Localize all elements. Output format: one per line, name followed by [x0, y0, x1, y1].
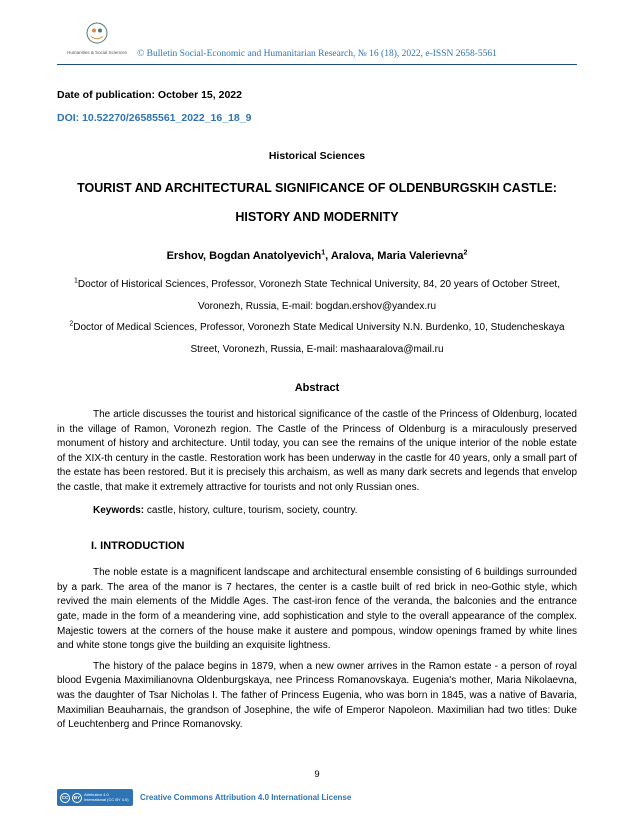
journal-header — [57, 22, 577, 64]
cc-icon: CC — [60, 793, 70, 803]
affiliation-1-text: Doctor of Historical Sciences, Professor, Voronezh State Technical University, 84, 20 years of October Street, Voronezh, Russia, E-mail: bogdan.ershov@yandex.ru — [77, 279, 560, 312]
abstract-heading: Abstract — [294, 382, 340, 394]
journal-logo-icon — [86, 22, 108, 44]
keywords-text: castle, history, culture, tourism, society, country. — [144, 504, 358, 516]
author-1: Ershov, Bogdan Anatolyevich — [166, 250, 322, 262]
introduction-heading: I. INTRODUCTION — [91, 540, 185, 553]
affiliation-1-superscript: 1 — [74, 277, 78, 285]
authors-line — [57, 250, 577, 262]
journal-title-line: © Bulletin Social-Economic and Humanitarian Research, № 16 (18), 2022, e-ISSN 2658-5561 — [137, 49, 497, 59]
license-text: Creative Commons Attribution 4.0 International License — [140, 793, 352, 802]
section-label: Historical Sciences — [268, 150, 366, 162]
publication-date: Date of publication: October 15, 2022 — [57, 89, 242, 101]
cc-by-icon: BY — [72, 793, 82, 803]
cc-badge-text: Attribution 4.0 International (CC BY 4.0) — [84, 793, 129, 802]
page-number: 9 — [314, 769, 320, 780]
introduction-paragraph-2: The history of the palace begins in 1879, when a new owner arrives in the Ramon estate - a person of royal blood Evgenia Maximilianovna Oldenburgskaya, nee Princess Romanovskaya. Eugenia's mother, Maria Nikolaevna, was the daughter of Tsar Nicholas I. The father of Princess Eugenia, who was born in 1845, was a native of Bavaria, Maximilian Beauharnais, the grandson of Josephine, the wife of Emperor Napoleon. Maximilian had two titles: Duke of Leuchtenberg and Prince Romanovsky. — [57, 660, 577, 731]
author-2: Aralova, Maria Valerievna — [330, 250, 464, 262]
abstract-body: The article discusses the tourist and historical significance of the castle of the Princess of Oldenburg, located in the village of Ramon, Voronezh region. The Castle of the Princess of Oldenburg is a miraculously preserved monument of history and architecture. Until today, you can see the remains of the unique interior of the noble estate of the XIX-th century in the castle. Restoration work has been underway in the castle for 40 years, only a small part of the estate has been restored. But it is precisely this archaism, as well as many dark secrets and legends that envelop the castle, that make it extremely attractive for tourists and not only Russian ones. — [57, 409, 577, 493]
keywords-line — [57, 504, 577, 519]
affiliation-2-superscript: 2 — [69, 320, 74, 328]
cc-license-badge — [57, 789, 133, 806]
doi-line: DOI: 10.52270/26585561_2022_16_18_9 — [57, 112, 252, 124]
affiliations-block — [57, 274, 577, 360]
author-1-superscript: 1 — [321, 249, 326, 257]
affiliation-2 — [57, 317, 577, 360]
header-divider — [57, 64, 577, 65]
author-2-superscript: 2 — [463, 249, 468, 257]
license-footer — [57, 789, 351, 806]
journal-logo-caption: Humanities & Social Sciences — [67, 50, 127, 55]
affiliation-1 — [57, 274, 577, 317]
introduction-paragraph-1: The noble estate is a magnificent landscape and architectural ensemble consisting of 6 buildings surrounded by a park. The area of the manor is 7 hectares, the center is a castle built of red brick in neo-Gothic style, which revived the main elements of the Middle Ages. The cast-iron fence of the veranda, the balconies and the entrance gate, made in the form of a meandering vine, add sophistication and style to the overall appearance of the complex. Majestic towers at the corners of the house make it austere and pompous, window openings framed by white lines and white stone tongs give the building an exquisite lightness. — [57, 567, 577, 652]
authors-separator: , — [325, 250, 331, 262]
article-title: TOURIST AND ARCHITECTURAL SIGNIFICANCE OF OLDENBURGSKIH CASTLE: HISTORY AND MODERNITY — [77, 181, 557, 224]
keywords-label: Keywords: — [93, 504, 145, 516]
affiliation-2-text: Doctor of Medical Sciences, Professor, Voronezh State Medical University N.N. Burdenko, 10, Studencheskaya Street, Voronezh, Russia, E-mail: mashaaralova@mail.ru — [73, 322, 565, 355]
